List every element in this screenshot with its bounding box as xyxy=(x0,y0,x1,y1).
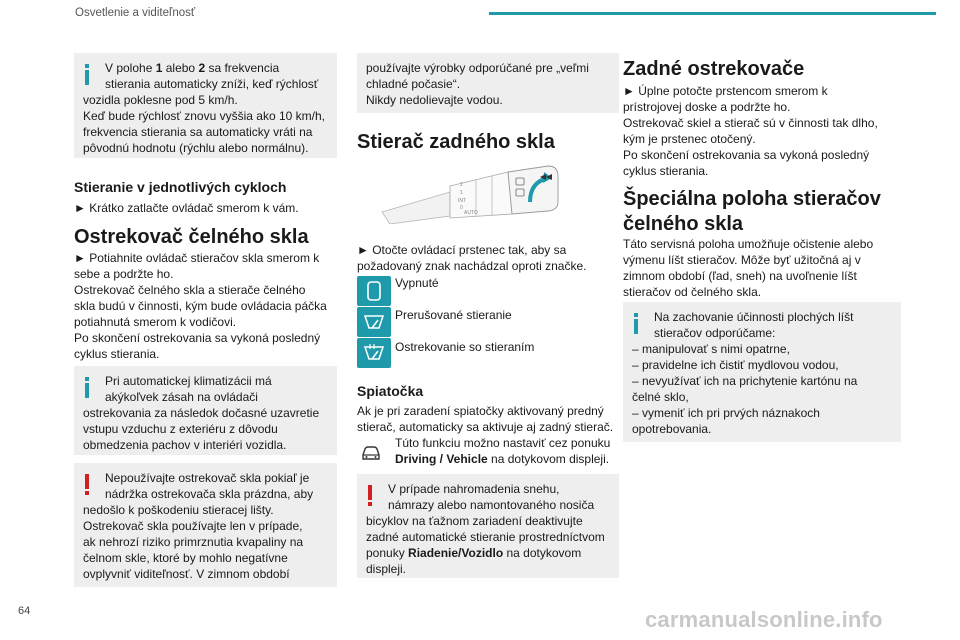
info-icon xyxy=(82,377,94,399)
warning-snow: V prípade nahromadenia snehu, námrazy alebo namontovaného nosiča bicyklov na ťažnom zariadení deaktivujte zadné automatické stieranie prostredníctvom ponuky Riadenie/Vozidlo na dotykovom displeji. xyxy=(357,474,619,578)
warning-washer: Nepoužívajte ostrekovač skla pokiaľ je nádržka ostrekovača skla prázdna, aby nedošlo k poškodeniu stieracej lišty. Ostrekovač skla používajte len v prípade, ak nehrozí riziko primrznutia kvapaliny na čelnom skle, ktoré by mohlo negatívne ovplyvniť viditeľnosť. V zimnom období xyxy=(74,463,337,587)
lever-label-0: 0 xyxy=(460,205,463,211)
paragraph-reverse: Ak je pri zaradení spiatočky aktivovaný predný stierač, automaticky sa aktivuje aj zadný stierač. xyxy=(357,404,614,434)
warning-icon xyxy=(365,485,377,507)
heading-rear-wiper: Stierač zadného skla xyxy=(357,131,555,153)
info-icon xyxy=(82,64,94,86)
option-off-label: Vypnuté xyxy=(395,276,439,290)
header-title: Osvetlenie a viditeľnosť xyxy=(75,7,196,19)
header-accent-bar xyxy=(489,12,936,15)
note-wiper-care: Na zachovanie účinnosti plochých líšt stieračov odporúčame: – manipulovať s nimi opatrne, – pravidelne ich čistiť mydlovou vodou, – nevyužívať ich na prichytenie kartónu na čelné sklo, – vymeniť ich pri prvých náznakoch opotrebovania. xyxy=(623,302,901,442)
lever-label-2: 2 xyxy=(460,182,463,188)
heading-reverse: Spiatočka xyxy=(357,383,424,399)
heading-cycles: Stieranie v jednotlivých cykloch xyxy=(74,179,287,195)
lever-label-1: 1 xyxy=(460,190,463,196)
heading-rear-washer: Zadné ostrekovače xyxy=(623,58,805,80)
info-icon xyxy=(631,313,643,335)
rear-washer-wipe-icon xyxy=(357,338,391,368)
option-intermittent-label: Prerušované stieranie xyxy=(395,308,512,322)
paragraph-cycles: ► Krátko zatlačte ovládač smerom k vám. xyxy=(74,201,299,215)
heading-special-position: Špeciálna poloha stieračov čelného skla xyxy=(623,188,881,235)
option-washer-label: Ostrekovanie so stieraním xyxy=(395,340,535,354)
watermark: carmanualsonline.info xyxy=(645,607,883,632)
warning-icon xyxy=(82,474,94,496)
wiper-lever-illustration xyxy=(380,162,575,224)
paragraph-rear-wiper: ► Otočte ovládací prstenec tak, aby sa požadovaný znak nachádzal oproti značke. xyxy=(357,243,587,273)
paragraph-washer: ► Potiahnite ovládač stieračov skla smerom k sebe a podržte ho. Ostrekovač čelného skla a stierače čelného skla budú v činnosti, kým bude ovládacia páčka potiahnutá smerom k vodičovi. Po skončení ostrekovania sa vykoná posledný cyklus stierania. xyxy=(74,251,327,361)
paragraph-reverse-menu: Túto funkciu možno nastaviť cez ponuku Driving / Vehicle na dotykovom displeji. xyxy=(395,436,611,466)
paragraph-rear-washer: ► Úplne potočte prstencom smerom k prístrojovej doske a podržte ho. Ostrekovač skiel a stierač sú v činnosti tak dlho, kým je prstenec otočený. Po skončení ostrekovania sa vykoná posledný cyklus stierania. xyxy=(623,84,878,178)
note-speed-info: V polohe 1 alebo 2 sa frekvencia stierania automaticky zníži, keď rýchlosť vozidla poklesne pod 5 km/h. Keď bude rýchlosť znovu vyššia ako 10 km/h, frekvencia stierania sa automaticky vráti na pôvodnú hodnotu (rýchlu alebo normálnu). xyxy=(74,53,337,158)
heading-washer: Ostrekovač čelného skla xyxy=(74,226,309,248)
rear-wiper-intermittent-icon xyxy=(357,307,391,337)
car-settings-icon xyxy=(360,442,382,464)
paragraph-special-position: Táto servisná poloha umožňuje očistenie alebo výmenu líšt stieračov. Môže byť užitočná aj v zimnom období (ľad, sneh) na uvoľnenie líšt stieračov od čelného skla. xyxy=(623,237,874,299)
page-number: 64 xyxy=(18,605,31,617)
lever-label-auto: AUTO xyxy=(464,210,478,216)
rear-window-off-icon xyxy=(357,276,391,306)
warning-washer-continued: používajte výrobky odporúčané pre „veľmi chladné počasie“. Nikdy nedolievajte vodou. xyxy=(357,53,619,113)
note-climate-info: Pri automatickej klimatizácii má akýkoľvek zásah na ovládači ostrekovania za následok dočasné uzavretie vstupu vzduchu z exteriéru z dôvodu obmedzenia pachov v interiéri vozidla. xyxy=(74,366,337,455)
lever-label-int: INT xyxy=(458,198,467,204)
